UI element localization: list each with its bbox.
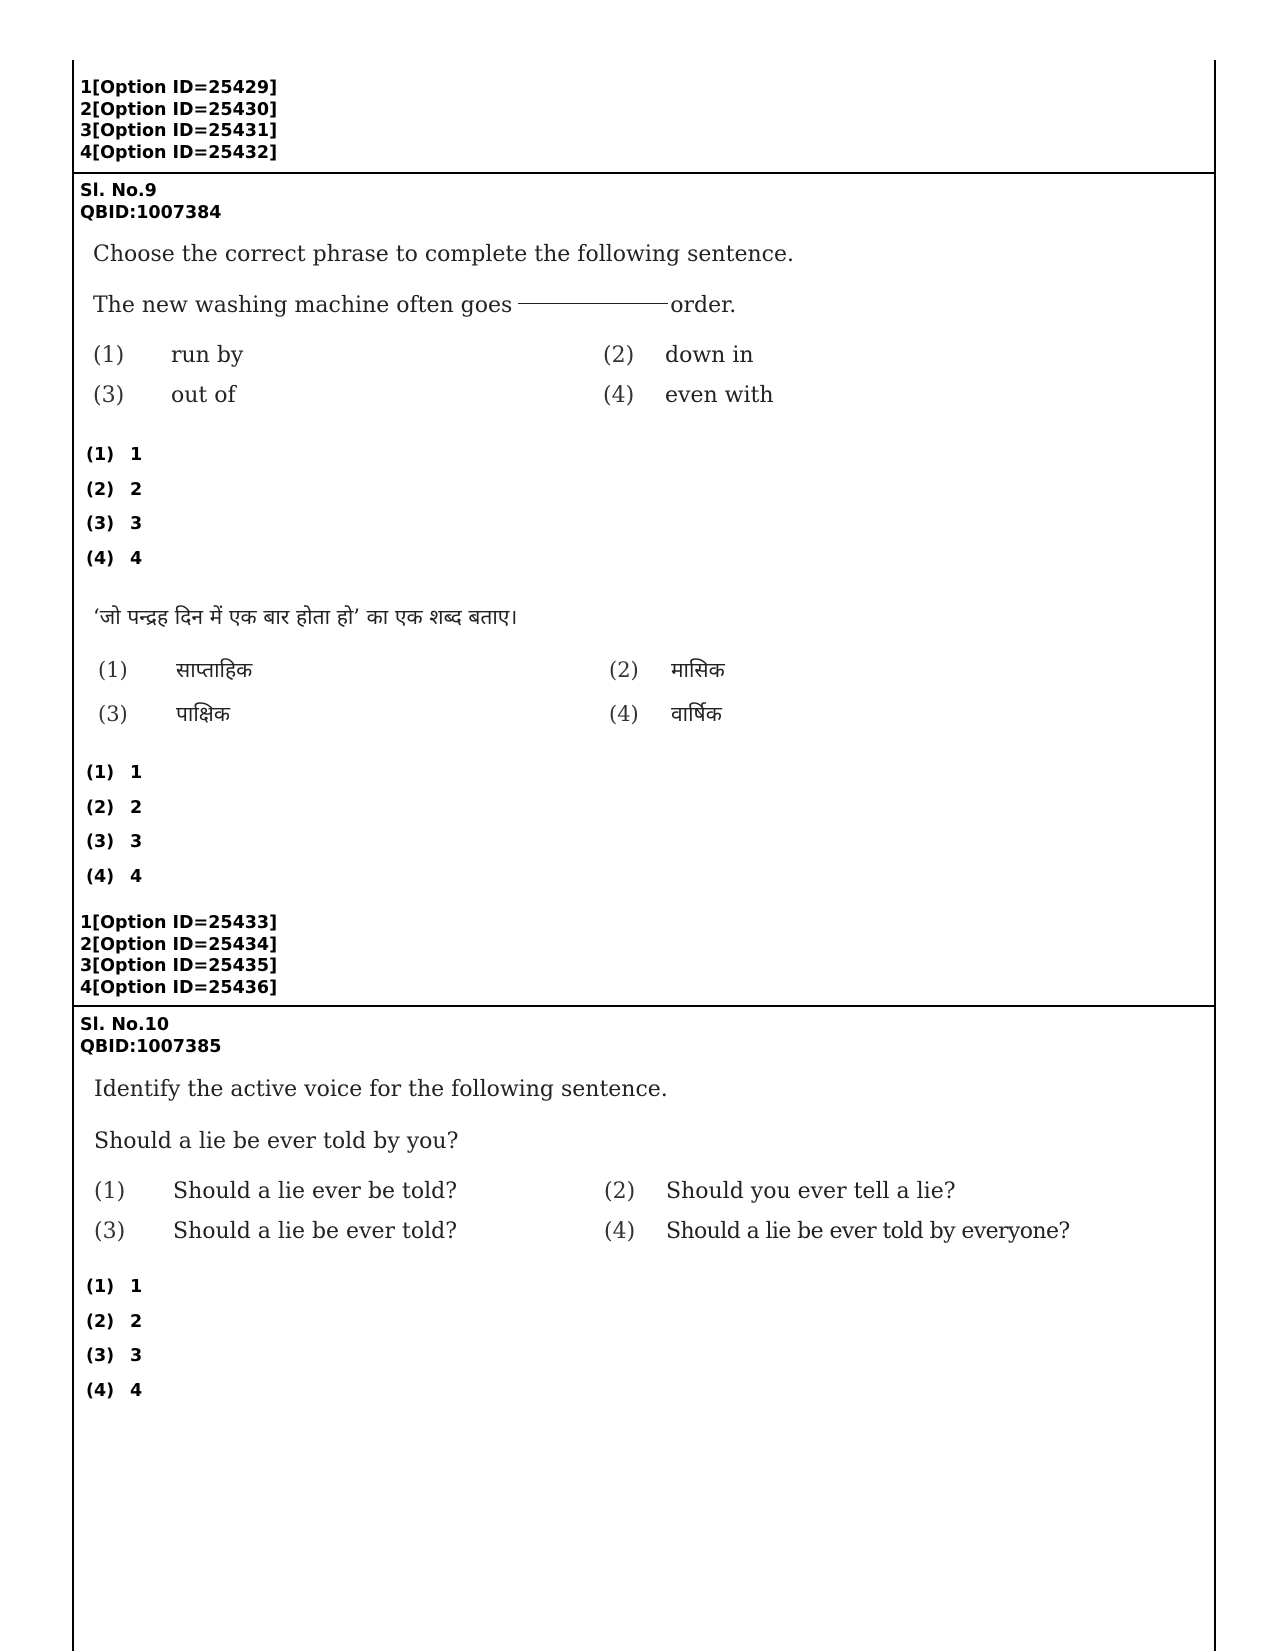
answer-label: (4)	[86, 548, 115, 569]
answer-choice[interactable]	[86, 791, 142, 826]
answer-label: (2)	[86, 1311, 115, 1332]
answer-label: (4)	[86, 1380, 115, 1401]
option-number: (4)	[603, 383, 635, 408]
option-text: Should a lie be ever told by everyone?	[666, 1219, 1070, 1244]
option-id: 3[Option ID=25435]	[80, 956, 278, 977]
option-text: वार्षिक	[671, 702, 722, 726]
answer-value: 2	[130, 797, 143, 818]
answer-choice[interactable]	[86, 1305, 142, 1340]
answer-value: 1	[130, 445, 143, 465]
option-id: 1[Option ID=25433]	[80, 913, 278, 933]
option-id: 2[Option ID=25430]	[80, 99, 278, 120]
answer-label: (1)	[86, 1277, 115, 1297]
serial-number: Sl. No.9	[80, 181, 157, 201]
answer-value: 3	[130, 1346, 143, 1367]
option-number: (4)	[609, 702, 639, 726]
answer-list	[86, 756, 142, 894]
answer-value: 1	[130, 763, 143, 783]
answer-label: (3)	[86, 1346, 115, 1367]
sentence-end: order.	[670, 293, 737, 318]
option-id: 4[Option ID=25432]	[80, 143, 278, 164]
option-number: (1)	[93, 343, 125, 368]
option-number: (2)	[604, 1179, 636, 1204]
question-header	[80, 1015, 222, 1058]
option-id: 3[Option ID=25431]	[80, 121, 278, 142]
answer-choice[interactable]	[86, 1270, 142, 1305]
question-prompt: Identify the active voice for the following sentence.	[94, 1077, 668, 1102]
option-text: Should a lie be ever told?	[173, 1219, 458, 1244]
option-number: (3)	[93, 383, 125, 408]
answer-choice[interactable]	[86, 756, 142, 791]
option-id: 1[Option ID=25429]	[80, 78, 278, 98]
answer-value: 1	[130, 1277, 143, 1297]
answer-label: (3)	[86, 832, 115, 853]
option-text: run by	[171, 343, 244, 368]
option-text: Should you ever tell a lie?	[666, 1179, 956, 1204]
option-number: (2)	[609, 658, 639, 682]
answer-value: 4	[130, 866, 143, 887]
option-text: मासिक	[671, 658, 725, 682]
page-border-right	[1214, 60, 1216, 1651]
qbid: QBID:1007385	[80, 1036, 222, 1057]
answer-label: (1)	[86, 445, 115, 465]
question-prompt: Choose the correct phrase to complete the following sentence.	[93, 242, 794, 267]
option-text: पाक्षिक	[176, 702, 230, 726]
answer-choice[interactable]	[86, 542, 142, 577]
answer-label: (3)	[86, 514, 115, 535]
option-number: (1)	[94, 1179, 126, 1204]
answer-value: 2	[130, 479, 143, 500]
question-divider	[72, 1005, 1216, 1007]
page-border-left	[72, 60, 74, 1651]
answer-choice[interactable]	[86, 825, 142, 860]
question-sentence: Should a lie be ever told by you?	[94, 1129, 459, 1154]
answer-list	[86, 1270, 142, 1408]
option-text: out of	[171, 383, 236, 408]
option-text: Should a lie ever be told?	[173, 1179, 458, 1204]
question-prompt-hindi: ‘जो पन्द्रह दिन में एक बार होता हो’ का एक शब्द बताए।	[93, 605, 518, 629]
option-text: even with	[665, 383, 774, 408]
option-id-list	[80, 913, 277, 1000]
question-divider	[72, 172, 1216, 174]
answer-value: 4	[130, 548, 143, 569]
option-number: (1)	[98, 658, 128, 682]
option-text: साप्ताहिक	[176, 658, 253, 682]
option-id: 4[Option ID=25436]	[80, 978, 278, 999]
answer-choice[interactable]	[86, 1374, 142, 1409]
answer-value: 3	[130, 514, 143, 535]
blank-line	[518, 303, 668, 304]
answer-label: (2)	[86, 797, 115, 818]
answer-list	[86, 438, 142, 576]
answer-value: 4	[130, 1380, 143, 1401]
question-header	[80, 181, 222, 224]
option-id: 2[Option ID=25434]	[80, 934, 278, 955]
option-number: (2)	[603, 343, 635, 368]
answer-choice[interactable]	[86, 860, 142, 895]
sentence-start: The new washing machine often goes	[93, 293, 513, 318]
option-id-list	[80, 78, 277, 165]
answer-label: (4)	[86, 866, 115, 887]
answer-value: 2	[130, 1311, 143, 1332]
answer-value: 3	[130, 832, 143, 853]
question-sentence	[93, 293, 736, 318]
answer-choice[interactable]	[86, 1339, 142, 1374]
answer-choice[interactable]	[86, 438, 142, 473]
option-number: (3)	[98, 702, 128, 726]
option-text: down in	[665, 343, 754, 368]
serial-number: Sl. No.10	[80, 1015, 170, 1035]
option-number: (3)	[94, 1219, 126, 1244]
option-number: (4)	[604, 1219, 636, 1244]
qbid: QBID:1007384	[80, 202, 222, 223]
answer-choice[interactable]	[86, 507, 142, 542]
answer-label: (2)	[86, 479, 115, 500]
answer-label: (1)	[86, 763, 115, 783]
answer-choice[interactable]	[86, 473, 142, 508]
